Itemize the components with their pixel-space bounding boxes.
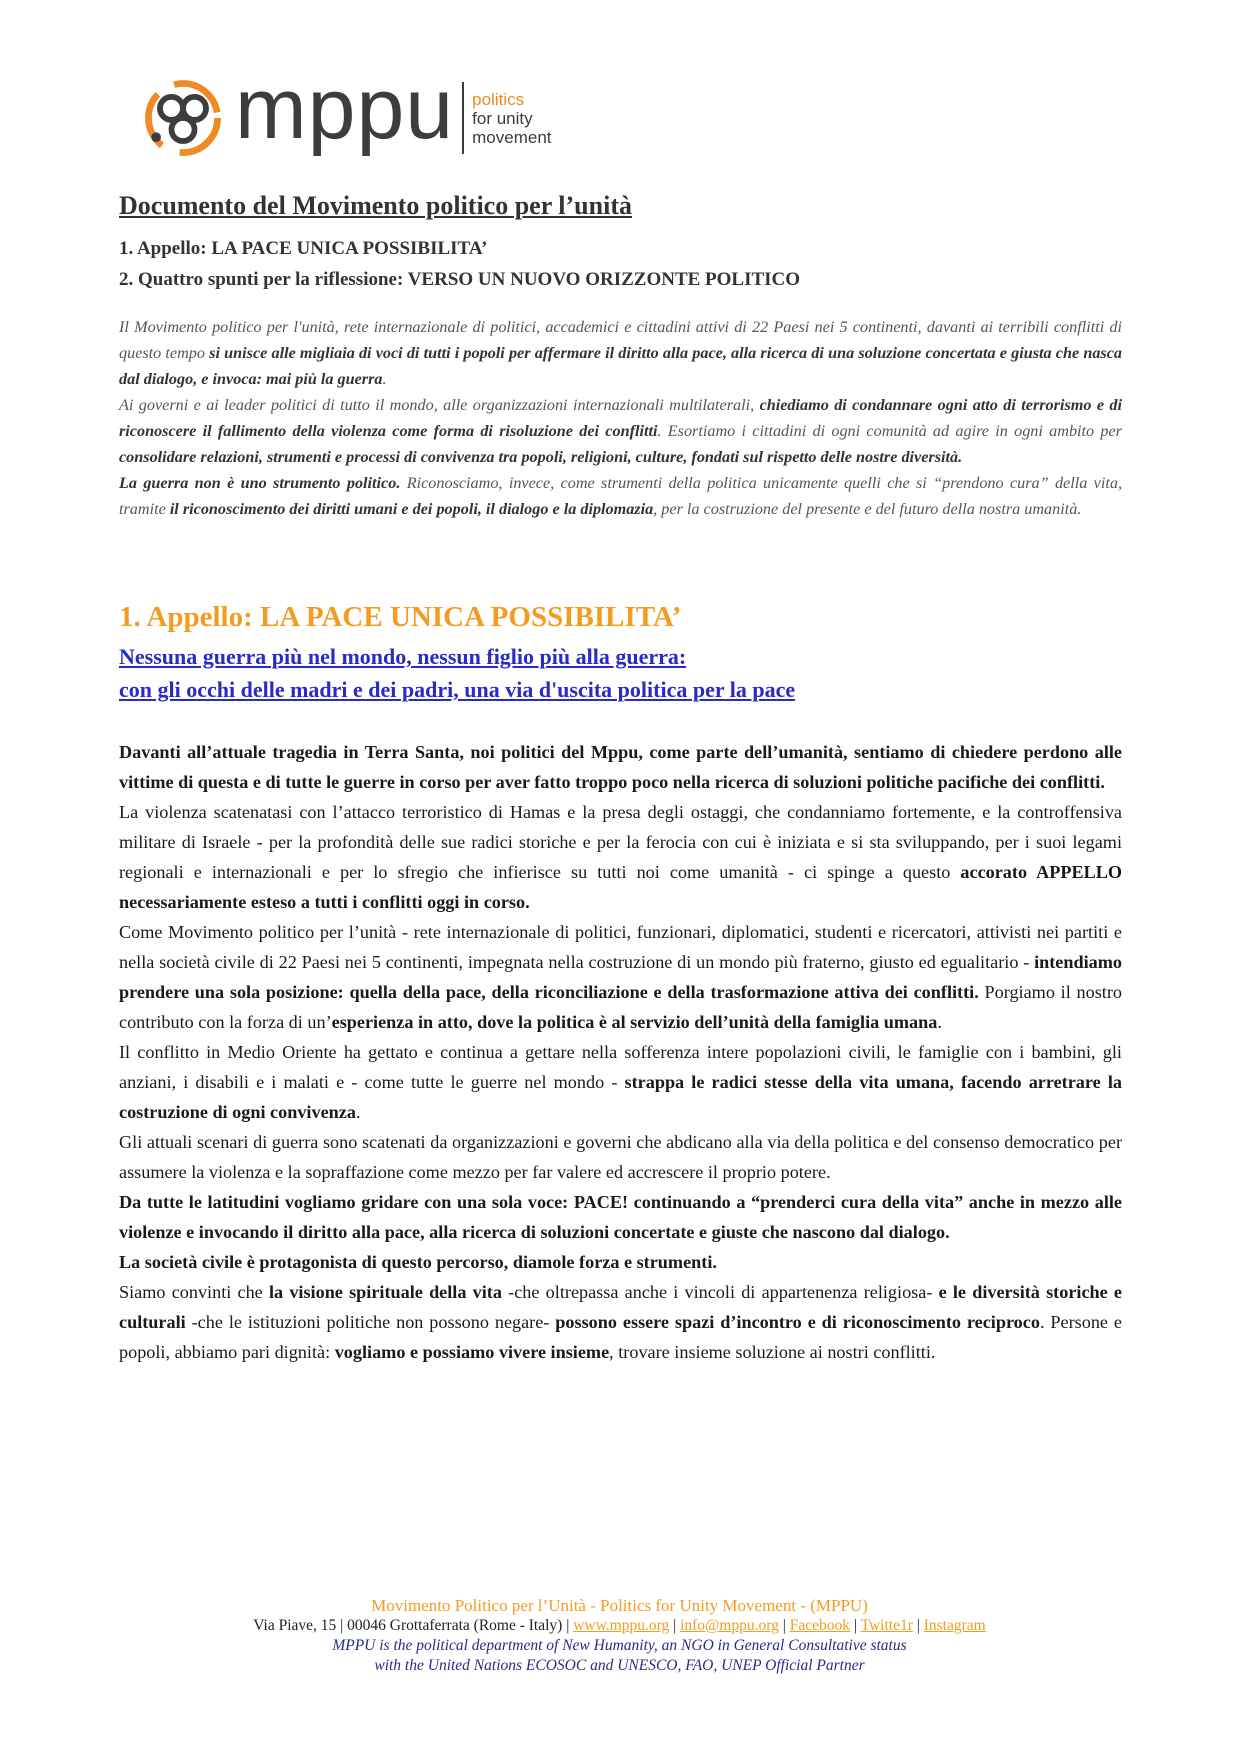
- text-run: Riconosciamo, invece, come strumenti della politica unicamente quelli che si “prendono cura” della vita, tramite: [119, 474, 1122, 518]
- text-run-bold: strappa le radici stesse della vita umana, facendo arretrare la costruzione di ogni convivenza: [119, 1072, 1123, 1122]
- separator: |: [669, 1617, 681, 1634]
- footer-note: MPPU is the political department of New Humanity, an NGO in General Consultative status: [332, 1637, 907, 1654]
- text-run-bold: esperienza in atto, dove la politica è al servizio dell’unità della famiglia umana: [331, 1012, 938, 1032]
- text-run: -che oltrepassa anche i vincoli di appartenenza religiosa-: [501, 1282, 939, 1302]
- toc-item: 1. Appello: LA PACE UNICA POSSIBILITA’: [119, 238, 488, 259]
- subtitle-line[interactable]: con gli occhi delle madri e dei padri, una via d'uscita politica per la pace: [119, 677, 796, 702]
- website-link[interactable]: www.mppu.org: [573, 1617, 670, 1634]
- text-run-bold: possono essere spazi d’incontro e di riconoscimento reciproco: [555, 1312, 1040, 1332]
- text-run-bold: il riconoscimento dei diritti umani e dei popoli, il dialogo e la diplomazia: [169, 500, 654, 518]
- text-run: Siamo convinti che: [119, 1282, 269, 1302]
- footer-org-name: Movimento Politico per l’Unità - Politics for Unity Movement - (MPPU): [371, 1596, 868, 1615]
- text-run-bold: si unisce alle migliaia di voci di tutti i popoli per affermare il diritto alla pace, alla ricerca di una soluzione concertata e giusta che nasca dal dialogo, e invoca: mai più la guerra: [119, 344, 1122, 388]
- text-run-bold: vogliamo e possiamo vivere insieme: [334, 1342, 610, 1362]
- text-run: .: [382, 370, 387, 388]
- text-run: Porgiamo il nostro contributo con la forza di un’: [119, 982, 1122, 1032]
- body-paragraph: [119, 1247, 1122, 1277]
- text-run-bold: chiediamo di condannare ogni atto di terrorismo e di riconoscere il fallimento della violenza come forma di risoluzione dei conflitti: [119, 396, 1122, 440]
- text-run: .: [355, 1102, 361, 1122]
- intro-paragraph: [119, 392, 1122, 470]
- text-run: Il conflitto in Medio Oriente ha gettato e continua a gettare nella sofferenza intere popolazioni civili, le famiglie con i bambini, gli anziani, i disabili e i malati e - come tutte le guerre nel mondo -: [119, 1042, 1122, 1092]
- section-heading: 1. Appello: LA PACE UNICA POSSIBILITA’: [119, 601, 682, 633]
- text-run: La violenza scatenatasi con l’attacco terroristico di Hamas e la presa degli ostaggi, che condanniamo fortemente, e la controffensiva militare di Israele - per la profondità delle sue radici storiche e per la ferocia con cui è iniziata e si sta sviluppando, per i suoi legami regionali e internazionali e per lo sfregio che infierisce su tutti noi come umanità - ci spinge a questo: [119, 802, 1122, 882]
- text-run-bold: e le diversità storiche e culturali: [119, 1282, 1123, 1332]
- text-run-bold: Davanti all’attuale tragedia in Terra Santa, noi politici del Mppu, come parte dell’umanità, sentiamo di chiedere perdono alle vittime di questa e di tutte le guerre in corso per aver fatto troppo poco nella ricerca di soluzioni politiche pacifiche dei conflitti.: [119, 742, 1122, 792]
- text-run: Come Movimento politico per l’unità - rete internazionale di politici, funzionari, diplomatici, studenti e ricercatori, attivisti nei partiti e nella società civile di 22 Paesi nei 5 continenti, impegnata nella costruzione di un mondo più fraterno, giusto ed egualitario -: [119, 922, 1122, 972]
- text-run-bold: La società civile è protagonista di questo percorso, diamole forza e strumenti.: [119, 1252, 717, 1272]
- body-paragraph: Gli attuali scenari di guerra sono scatenati da organizzazioni e governi che abdicano alla via della politica e del consenso democratico per assumere la violenza e la sopraffazione come mezzo per far valere ed accrescere il proprio potere.: [119, 1132, 1122, 1182]
- body-paragraph: [119, 737, 1122, 797]
- footer-note: with the United Nations ECOSOC and UNESCO, FAO, UNEP Official Partner: [374, 1657, 865, 1674]
- separator: |: [778, 1617, 790, 1634]
- toc-item: 2. Quattro spunti per la riflessione: VERSO UN NUOVO ORIZZONTE POLITICO: [119, 269, 801, 290]
- body-paragraph: [119, 917, 1122, 1037]
- intro-text: [119, 314, 1122, 522]
- text-run: Il Movimento politico per l'unità, rete internazionale di politici, accademici e cittadini attivi di 22 Paesi nei 5 continenti, davanti ai terribili conflitti di questo tempo: [119, 318, 1122, 362]
- intro-paragraph: [119, 470, 1122, 522]
- mppu-logo: [135, 61, 552, 168]
- logo-tagline-line: movement: [472, 127, 552, 147]
- logo-tagline-line: politics: [472, 89, 525, 109]
- email-link[interactable]: info@mppu.org: [680, 1617, 779, 1634]
- text-run: , per la costruzione del presente e del futuro della nostra umanità.: [653, 500, 1082, 518]
- body-paragraph: [119, 1187, 1122, 1247]
- footer-address: Via Piave, 15 | 00046 Grottaferrata (Rome - Italy) |: [253, 1617, 574, 1634]
- body-paragraph: [119, 1037, 1122, 1127]
- text-run: , trovare insieme soluzione ai nostri conflitti.: [609, 1342, 936, 1362]
- twitter-link[interactable]: Twitte1r: [860, 1617, 913, 1634]
- logo-tagline: [472, 90, 551, 147]
- appeal-body: [119, 737, 1122, 1367]
- text-run-bold: Da tutte le latitudini vogliamo gridare con una sola voce: PACE! continuando a “prenderci cura della vita” anche in mezzo alle violenze e invocando il diritto alla pace, alla ricerca di soluzioni concertate e giuste che nascono dal dialogo.: [119, 1192, 1122, 1242]
- separator: |: [850, 1617, 861, 1634]
- body-paragraph: [119, 797, 1122, 917]
- intro-paragraph: [119, 314, 1122, 392]
- text-run: Ai governi e ai leader politici di tutto il mondo, alle organizzazioni internazionali multilaterali,: [119, 396, 760, 414]
- text-run-bold: la visione spirituale della vita: [268, 1282, 502, 1302]
- text-run: -che le istituzioni politiche non possono negare-: [185, 1312, 556, 1332]
- instagram-link[interactable]: Instagram: [923, 1617, 986, 1634]
- text-run-bold: La guerra non è uno strumento politico.: [119, 474, 401, 492]
- section-subtitle-link[interactable]: [119, 640, 795, 706]
- logo-wordmark: mppu: [235, 61, 455, 157]
- text-run: . Persone e popoli, abbiamo pari dignità:: [119, 1312, 1122, 1362]
- table-of-contents: [119, 233, 800, 295]
- logo-tagline-line: for unity: [472, 108, 533, 128]
- body-paragraph: [119, 1277, 1122, 1367]
- text-run-bold: accorato APPELLO necessariamente esteso a tutti i conflitti oggi in corso.: [119, 862, 1122, 912]
- text-run-bold: consolidare relazioni, strumenti e processi di convivenza tra popoli, religioni, culture, fondati sul rispetto delle nostre diversità.: [119, 448, 963, 466]
- text-run-bold: intendiamo prendere una sola posizione: quella della pace, della riconciliazione e della trasformazione attiva dei conflitti.: [119, 952, 1122, 1002]
- page-footer: [0, 1596, 1239, 1676]
- document-title: Documento del Movimento politico per l’unità: [119, 191, 632, 220]
- facebook-link[interactable]: Facebook: [789, 1617, 850, 1634]
- mppu-emblem-icon: [135, 70, 231, 166]
- text-run: .: [937, 1012, 942, 1032]
- logo-divider: [462, 82, 464, 154]
- text-run: . Esortiamo i cittadini di ogni comunità ad agire in ogni ambito per: [657, 422, 1122, 440]
- subtitle-line[interactable]: Nessuna guerra più nel mondo, nessun figlio più alla guerra:: [119, 644, 687, 669]
- separator: |: [912, 1617, 924, 1634]
- footer-contact-line: [0, 1616, 1239, 1636]
